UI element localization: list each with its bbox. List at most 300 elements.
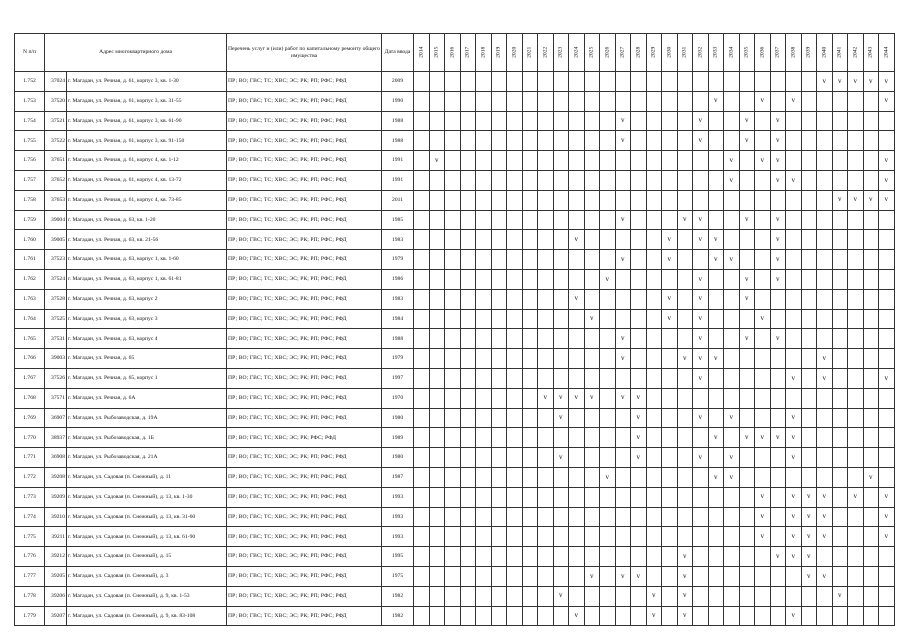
year-cell xyxy=(429,388,445,408)
year-cell xyxy=(662,230,678,250)
row-code: 39210 xyxy=(45,507,67,527)
header-year-2019 xyxy=(491,34,507,72)
year-cell xyxy=(631,507,647,527)
year-cell xyxy=(724,190,740,210)
year-cell xyxy=(460,586,476,606)
row-num: 1.779 xyxy=(15,606,45,626)
row-year: 1982 xyxy=(382,586,414,606)
year-cell xyxy=(569,230,585,250)
year-cell xyxy=(631,289,647,309)
year-cell xyxy=(708,230,724,250)
row-address: г. Магадан, ул. Садовая (п. Снежный), д. 11 xyxy=(67,467,227,487)
year-cell xyxy=(832,190,848,210)
year-cell xyxy=(615,329,631,349)
year-cell xyxy=(460,428,476,448)
year-cell xyxy=(770,566,786,586)
header-year-2030 xyxy=(662,34,678,72)
year-cell xyxy=(491,269,507,289)
header-year-label: 2043 xyxy=(867,46,874,59)
check-mark: v xyxy=(683,215,687,224)
row-address: г. Магадан, ул. Речная, д. 61, корпус 3, кв. 31-55 xyxy=(67,91,227,111)
year-cell xyxy=(770,250,786,270)
year-cell xyxy=(600,91,616,111)
row-year: 1995 xyxy=(382,547,414,567)
year-cell xyxy=(755,151,771,171)
row-address: г. Магадан, ул. Садовая (п. Снежный), д. 13, кв. 1-30 xyxy=(67,487,227,507)
year-cell xyxy=(429,131,445,151)
year-cell xyxy=(863,368,879,388)
year-cell xyxy=(724,309,740,329)
check-mark: v xyxy=(698,334,703,343)
year-cell xyxy=(863,586,879,606)
check-mark: v xyxy=(574,235,579,244)
year-cell xyxy=(538,170,554,190)
year-cell xyxy=(832,408,848,428)
row-works: ПР; ВО; ГВС; ТС; ХВС; ЭС; РК; РП; РФС; РФД xyxy=(227,566,382,586)
year-cell xyxy=(693,309,709,329)
year-cell xyxy=(832,170,848,190)
year-cell xyxy=(724,210,740,230)
year-cell xyxy=(507,527,523,547)
year-cell xyxy=(491,190,507,210)
header-year-label: 2021 xyxy=(526,46,533,59)
check-mark: v xyxy=(621,393,625,402)
year-cell xyxy=(817,388,833,408)
year-cell xyxy=(538,408,554,428)
year-cell xyxy=(615,72,631,92)
year-cell xyxy=(817,151,833,171)
year-cell xyxy=(476,111,492,131)
year-cell xyxy=(584,368,600,388)
row-works: ПР; ВО; ГВС; ТС; ХВС; ЭС; РК; РФС; РФД xyxy=(227,428,382,448)
year-cell xyxy=(801,566,817,586)
row-code: 37531 xyxy=(45,329,67,349)
year-cell xyxy=(646,428,662,448)
year-cell xyxy=(429,289,445,309)
year-cell xyxy=(879,230,895,250)
year-cell xyxy=(553,131,569,151)
row-year: 1984 xyxy=(382,309,414,329)
year-cell xyxy=(832,349,848,369)
row-code: 37524 xyxy=(45,269,67,289)
year-cell xyxy=(770,72,786,92)
year-cell xyxy=(863,566,879,586)
row-works: ПР; ВО; ГВС; ТС; ХВС; ЭС; РК; РП; РФС; РФД xyxy=(227,151,382,171)
year-cell xyxy=(460,309,476,329)
row-num: 1.768 xyxy=(15,388,45,408)
year-cell xyxy=(507,487,523,507)
year-cell xyxy=(863,309,879,329)
year-cell xyxy=(538,190,554,210)
year-cell xyxy=(553,368,569,388)
year-cell xyxy=(600,72,616,92)
year-cell xyxy=(693,388,709,408)
year-cell xyxy=(631,72,647,92)
year-cell xyxy=(817,408,833,428)
year-cell xyxy=(879,586,895,606)
year-cell xyxy=(739,131,755,151)
year-cell xyxy=(522,91,538,111)
year-cell xyxy=(646,170,662,190)
year-cell xyxy=(755,467,771,487)
year-cell xyxy=(739,170,755,190)
row-address: г. Магадан, ул. Речная, д. 61, корпус 4, кв. 1-12 xyxy=(67,151,227,171)
year-cell xyxy=(476,190,492,210)
row-num: 1.778 xyxy=(15,586,45,606)
year-cell xyxy=(646,408,662,428)
check-mark: v xyxy=(822,373,827,382)
header-year-label: 2030 xyxy=(665,46,672,59)
year-cell xyxy=(786,586,802,606)
year-cell xyxy=(879,309,895,329)
year-cell xyxy=(863,250,879,270)
year-cell xyxy=(507,289,523,309)
row-code: 36908 xyxy=(45,448,67,468)
year-cell xyxy=(445,269,461,289)
row-address: г. Магадан, ул. Речная, д. 63, кв. 1-20 xyxy=(67,210,227,230)
year-cell xyxy=(817,190,833,210)
table-row xyxy=(15,111,895,131)
year-cell xyxy=(817,210,833,230)
check-mark: v xyxy=(683,591,687,600)
year-cell xyxy=(739,309,755,329)
row-code: 37024 xyxy=(45,72,67,92)
year-cell xyxy=(414,190,430,210)
year-cell xyxy=(770,91,786,111)
year-cell xyxy=(445,230,461,250)
year-cell xyxy=(708,250,724,270)
year-cell xyxy=(553,210,569,230)
year-cell xyxy=(708,606,724,626)
row-num: 1.753 xyxy=(15,91,45,111)
row-year: 1993 xyxy=(382,507,414,527)
year-cell xyxy=(631,428,647,448)
year-cell xyxy=(770,269,786,289)
year-cell xyxy=(615,91,631,111)
year-cell xyxy=(584,586,600,606)
year-cell xyxy=(538,606,554,626)
year-cell xyxy=(615,527,631,547)
year-cell xyxy=(600,289,616,309)
year-cell xyxy=(460,349,476,369)
year-cell xyxy=(646,230,662,250)
year-cell xyxy=(662,606,678,626)
year-cell xyxy=(460,547,476,567)
header-year-label: 2023 xyxy=(557,46,564,59)
year-cell xyxy=(708,111,724,131)
year-cell xyxy=(476,210,492,230)
row-code: 37520 xyxy=(45,91,67,111)
year-cell xyxy=(429,547,445,567)
check-mark: v xyxy=(559,591,563,600)
header-year-label: 2020 xyxy=(510,46,517,59)
check-mark: v xyxy=(791,175,796,184)
year-cell xyxy=(801,408,817,428)
check-mark: v xyxy=(884,155,889,164)
year-cell xyxy=(414,527,430,547)
row-code: 39205 xyxy=(45,566,67,586)
header-year-2027 xyxy=(615,34,631,72)
check-mark: v xyxy=(559,452,563,461)
year-cell xyxy=(755,250,771,270)
year-cell xyxy=(646,72,662,92)
year-cell xyxy=(863,547,879,567)
year-cell xyxy=(460,368,476,388)
year-cell xyxy=(522,329,538,349)
year-cell xyxy=(538,329,554,349)
year-cell xyxy=(662,289,678,309)
year-cell xyxy=(615,210,631,230)
header-year-2025 xyxy=(584,34,600,72)
year-cell xyxy=(553,269,569,289)
year-cell xyxy=(662,131,678,151)
table-row xyxy=(15,250,895,270)
check-mark: v xyxy=(822,512,827,521)
year-cell xyxy=(491,309,507,329)
year-cell xyxy=(817,566,833,586)
year-cell xyxy=(429,329,445,349)
year-cell xyxy=(476,72,492,92)
year-cell xyxy=(429,269,445,289)
check-mark: v xyxy=(745,136,749,145)
row-address: г. Магадан, ул. Речная, д. 61, корпус 4, кв. 13-72 xyxy=(67,170,227,190)
row-year: 1990 xyxy=(382,91,414,111)
year-cell xyxy=(522,170,538,190)
year-cell xyxy=(429,368,445,388)
year-cell xyxy=(507,467,523,487)
year-cell xyxy=(724,547,740,567)
year-cell xyxy=(491,448,507,468)
year-cell xyxy=(801,527,817,547)
year-cell xyxy=(414,368,430,388)
check-mark: v xyxy=(621,136,625,145)
year-cell xyxy=(615,230,631,250)
header-year-label: 2039 xyxy=(805,46,812,59)
year-cell xyxy=(600,586,616,606)
row-year: 1980 xyxy=(382,448,414,468)
check-mark: v xyxy=(667,254,672,263)
header-year-label: 2032 xyxy=(696,46,703,59)
year-cell xyxy=(414,289,430,309)
year-cell xyxy=(476,269,492,289)
year-cell xyxy=(522,606,538,626)
year-cell xyxy=(584,428,600,448)
year-cell xyxy=(662,111,678,131)
check-mark: v xyxy=(621,334,625,343)
row-year: 1993 xyxy=(382,487,414,507)
year-cell xyxy=(739,111,755,131)
year-cell xyxy=(708,72,724,92)
year-cell xyxy=(507,408,523,428)
year-cell xyxy=(848,170,864,190)
year-cell xyxy=(863,151,879,171)
table-row xyxy=(15,210,895,230)
year-cell xyxy=(724,487,740,507)
check-mark: v xyxy=(884,76,889,85)
row-works: ПР; ВО; ГВС; ТС; ХВС; ЭС; РК; РП; РФС; РФД xyxy=(227,507,382,527)
row-works: ПР; ВО; ГВС; ТС; ХВС; ЭС; РК; РП; РФС; РФД xyxy=(227,448,382,468)
year-cell xyxy=(615,388,631,408)
year-cell xyxy=(879,408,895,428)
year-cell xyxy=(693,487,709,507)
year-cell xyxy=(476,309,492,329)
year-cell xyxy=(522,349,538,369)
year-cell xyxy=(724,586,740,606)
year-cell xyxy=(600,190,616,210)
year-cell xyxy=(569,448,585,468)
year-cell xyxy=(584,467,600,487)
year-cell xyxy=(879,368,895,388)
year-cell xyxy=(848,586,864,606)
year-cell xyxy=(553,507,569,527)
year-cell xyxy=(677,269,693,289)
header-year-label: 2025 xyxy=(588,46,595,59)
year-cell xyxy=(708,487,724,507)
year-cell xyxy=(755,269,771,289)
check-mark: v xyxy=(698,314,703,323)
year-cell xyxy=(569,566,585,586)
year-cell xyxy=(662,210,678,230)
row-works: ПР; ВО; ГВС; ТС; ХВС; ЭС; РК; РП; РФС; РФД xyxy=(227,289,382,309)
check-mark: v xyxy=(776,155,780,164)
year-cell xyxy=(553,428,569,448)
year-cell xyxy=(600,408,616,428)
year-cell xyxy=(631,131,647,151)
year-cell xyxy=(538,448,554,468)
year-cell xyxy=(584,72,600,92)
year-cell xyxy=(708,388,724,408)
year-cell xyxy=(863,230,879,250)
row-works: ПР; ВО; ГВС; ТС; ХВС; ЭС; РК; РП; РФС; РФД xyxy=(227,250,382,270)
year-cell xyxy=(755,72,771,92)
check-mark: v xyxy=(667,235,672,244)
year-cell xyxy=(646,190,662,210)
year-cell xyxy=(817,269,833,289)
year-cell xyxy=(615,289,631,309)
year-cell xyxy=(600,487,616,507)
year-cell xyxy=(708,408,724,428)
year-cell xyxy=(724,91,740,111)
year-cell xyxy=(708,368,724,388)
year-cell xyxy=(460,170,476,190)
year-cell xyxy=(662,368,678,388)
year-cell xyxy=(770,428,786,448)
year-cell xyxy=(646,448,662,468)
year-cell xyxy=(600,428,616,448)
year-cell xyxy=(817,606,833,626)
header-year-2023 xyxy=(553,34,569,72)
table-row xyxy=(15,448,895,468)
year-cell xyxy=(755,91,771,111)
row-address: г. Магадан, ул. Речная, д. 65, корпус 1 xyxy=(67,368,227,388)
year-cell xyxy=(476,289,492,309)
row-works: ПР; ВО; ГВС; ТС; ХВС; ЭС; РК; РП; РФС; РФД xyxy=(227,190,382,210)
year-cell xyxy=(755,428,771,448)
year-cell xyxy=(755,586,771,606)
header-year-label: 2044 xyxy=(882,46,889,59)
year-cell xyxy=(584,210,600,230)
year-cell xyxy=(755,566,771,586)
year-cell xyxy=(724,289,740,309)
year-cell xyxy=(429,487,445,507)
year-cell xyxy=(491,170,507,190)
check-mark: v xyxy=(776,254,780,263)
year-cell xyxy=(724,408,740,428)
year-cell xyxy=(770,131,786,151)
year-cell xyxy=(848,507,864,527)
year-cell xyxy=(879,349,895,369)
year-cell xyxy=(445,170,461,190)
year-cell xyxy=(677,131,693,151)
year-cell xyxy=(848,230,864,250)
check-mark: v xyxy=(698,215,703,224)
year-cell xyxy=(631,111,647,131)
row-code: 39206 xyxy=(45,586,67,606)
check-mark: v xyxy=(729,413,734,422)
check-mark: v xyxy=(698,353,703,362)
year-cell xyxy=(848,467,864,487)
year-cell xyxy=(662,349,678,369)
year-cell xyxy=(522,566,538,586)
year-cell xyxy=(801,111,817,131)
year-cell xyxy=(538,91,554,111)
header-year-2042 xyxy=(848,34,864,72)
year-cell xyxy=(414,250,430,270)
header-year-2029 xyxy=(646,34,662,72)
check-mark: v xyxy=(636,413,641,422)
year-cell xyxy=(600,151,616,171)
year-cell xyxy=(445,190,461,210)
year-cell xyxy=(631,408,647,428)
year-cell xyxy=(708,190,724,210)
year-cell xyxy=(553,527,569,547)
year-cell xyxy=(507,72,523,92)
year-cell xyxy=(460,269,476,289)
year-cell xyxy=(491,586,507,606)
year-cell xyxy=(646,250,662,270)
year-cell xyxy=(832,566,848,586)
check-mark: v xyxy=(667,294,672,303)
year-cell xyxy=(693,131,709,151)
row-works: ПР; ВО; ГВС; ТС; ХВС; ЭС; РК; РП; РФС; РФД xyxy=(227,408,382,428)
row-works: ПР; ВО; ГВС; ТС; ХВС; ЭС; РК; РП; РФС; РФД xyxy=(227,368,382,388)
year-cell xyxy=(491,91,507,111)
year-cell xyxy=(584,388,600,408)
year-cell xyxy=(631,448,647,468)
year-cell xyxy=(755,349,771,369)
year-cell xyxy=(801,428,817,448)
year-cell xyxy=(817,91,833,111)
year-cell xyxy=(662,408,678,428)
year-cell xyxy=(848,289,864,309)
year-cell xyxy=(538,586,554,606)
year-cell xyxy=(569,250,585,270)
year-cell xyxy=(445,388,461,408)
year-cell xyxy=(445,250,461,270)
year-cell xyxy=(755,230,771,250)
row-year: 2009 xyxy=(382,72,414,92)
year-cell xyxy=(569,131,585,151)
year-cell xyxy=(755,309,771,329)
year-cell xyxy=(569,210,585,230)
year-cell xyxy=(414,170,430,190)
header-year-2028 xyxy=(631,34,647,72)
year-cell xyxy=(724,428,740,448)
year-cell xyxy=(801,91,817,111)
year-cell xyxy=(584,289,600,309)
year-cell xyxy=(786,111,802,131)
year-cell xyxy=(739,151,755,171)
